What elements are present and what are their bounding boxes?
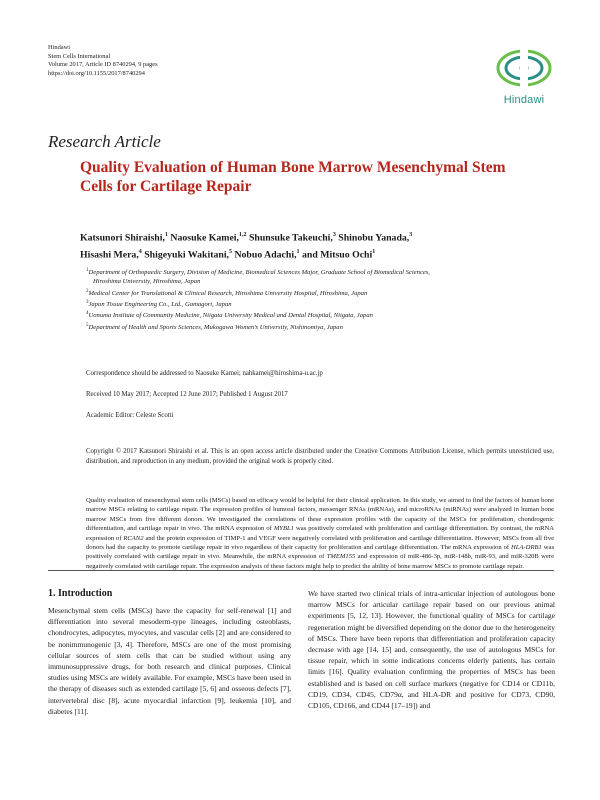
body-paragraph: We have started two clinical trials of intra-articular injection of autologous bone marrow MSCs for articular cartilage repair based on our previous animal experiments [5, 12, 13]. However, the functional quality of MSCs for cartilage regeneration might be diversified depending on the donor due to the heterogeneity of MSCs. There have been reports that differentiation and proliferation capacity decrease with age [14, 15] and, consequently, the use of autologous MSCs for tissue repair, which in some indications concerns elderly patients, has certain limits [16]. Quality evaluation confirming the properties of MSCs has been established and is based on cell surface markers (negative for CD14 or CD11b, CD19, CD34, CD45, CD79α, and HLA-DR and positive for CD73, CD90, CD105, CD166, and CD44 [17–19]) and [308, 589, 555, 711]
author-affil-ref: 1,2 [238, 232, 247, 238]
author-affil-ref: 5 [229, 249, 232, 256]
affiliation-text: Medical Center for Translational & Clinical Research, Hiroshima University Hospital, Hiroshima, Japan [88, 289, 368, 297]
publisher-name: Hindawi [48, 44, 71, 51]
author-list [80, 228, 580, 263]
journal-name: Stem Cells International [48, 52, 111, 60]
affiliation-number: 1 [86, 268, 89, 273]
abstract-text: and expression of miR-486-3p, miR-148b, miR-93, and miR-320B were negatively correlated with cartilage repair. The expression analysis of these factors might help to predict the ability of bone marrow MSCs to promote cartilage repair. [86, 553, 554, 570]
affiliation-item [86, 298, 556, 309]
doi-link[interactable]: https://doi.org/10.1155/2017/8740294 [48, 69, 145, 77]
author-name[interactable]: Shunsuke Takeuchi, [248, 232, 333, 244]
gene-name: RCAN2 [123, 534, 144, 542]
author-affil-ref: 1 [164, 232, 168, 238]
article-type: Research Article [48, 132, 161, 151]
body-column-left [48, 605, 291, 717]
author-name[interactable]: Nobuo Adachi, [234, 249, 297, 261]
abstract [86, 496, 554, 571]
author-name[interactable]: Katsunori Shiraishi, [80, 232, 165, 244]
title-line-2: Cells for Cartilage Repair [80, 178, 252, 195]
author-affil-ref: 1 [296, 249, 300, 256]
author-affil-ref: 3 [409, 232, 413, 238]
affiliation-item [86, 309, 556, 320]
title-line-1: Quality Evaluation of Human Bone Marrow Mesenchymal Stem [80, 159, 506, 176]
author-line-1 [80, 228, 580, 245]
author-name[interactable]: Shigeyuki Wakitani, [144, 249, 229, 261]
volume-info: Volume 2017, Article ID 8740294, 9 pages [48, 61, 158, 69]
abstract-text: was positively correlated with cartilage repair in vivo. Meanwhile, the mRNA expression of [86, 544, 555, 561]
copyright-notice: Copyright © 2017 Katsunori Shiraishi et al. This is an open access article distributed under the Creative Commons Attribution License, which permits unrestricted use, distribution, and reproduction in any medium, provided the original work is properly cited. [86, 448, 554, 465]
affiliation-number: 2 [86, 288, 89, 294]
section-heading-introduction: 1. Introduction [48, 588, 113, 599]
affiliation-number: 5 [86, 322, 89, 328]
affiliation-text: Japan Tissue Engineering Co., Ltd., Gamagori, Japan [88, 301, 232, 309]
section-divider [48, 570, 554, 571]
author-affil-ref: 4 [138, 249, 142, 256]
hindawi-logo [494, 48, 554, 106]
abstract-text: was positively correlated with proliferation and cartilage differentiation. By contrast, the mRNA expression of [86, 525, 554, 542]
logo-wordmark: Hindawi [503, 94, 545, 106]
correspondence-note[interactable]: Correspondence should be addressed to Naosuke Kamei; nahkamei@hiroshima-u.ac.jp [86, 370, 323, 377]
affiliation-item [86, 287, 556, 298]
affiliation-text-cont: Hiroshima University, Hiroshima, Japan [93, 278, 201, 286]
affiliation-text: Uonuma Institute of Community Medicine, Niigata University Medical and Dental Hospital, Niigata, Japan [88, 312, 373, 320]
affiliation-number: 4 [86, 311, 89, 317]
author-name[interactable]: Hisashi Mera, [80, 249, 139, 261]
affiliation-text: Department of Orthopaedic Surgery, Division of Medicine, Biomedical Sciences Major, Graduate School of Biomedical Sciences, [88, 269, 430, 277]
journal-header [48, 44, 158, 78]
affiliation-item [86, 321, 556, 332]
gene-name: MYBL1 [273, 525, 294, 533]
abstract-text: and the protein expression of TIMP-1 and VEGF were negatively correlated with proliferation and cartilage differentiation. However, MSCs from all five donors had the capacity to promote cartilage repair in vivo regardless of their capacity for proliferation and cartilage differentiation. The mRNA expression of [86, 534, 554, 552]
body-paragraph: Mesenchymal stem cells (MSCs) have the capacity for self-renewal [1] and differentiation into several mesoderm-type lineages, including osteoblasts, chondrocytes, adipocytes, myocytes, and vascular cells [2] and are considered to be nonimmunogenic [3, 4]. Therefore, MSCs are one of the most promising cellular sources of stem cells that can be studied without using any immunosuppressive drugs, for both research and clinical purposes. Clinical studies using MSCs are widely available. For example, MSCs have been used in the therapy of diseases such as extended cartilage [5, 6] and osseous defects [7], intervertebral disc [8], acute myocardial infarction [9], leukemia [10], and diabetes [11]. [48, 606, 291, 716]
affiliation-item [86, 266, 556, 287]
publication-dates: Received 10 May 2017; Accepted 12 June 2017; Published 1 August 2017 [86, 391, 288, 398]
body-column-right [308, 588, 555, 711]
affiliation-list [86, 266, 556, 332]
author-affil-ref: 3 [332, 232, 336, 238]
hindawi-logo-icon [494, 48, 554, 88]
article-title [80, 158, 580, 196]
author-name[interactable]: and Mitsuo Ochi [301, 249, 373, 261]
author-line-2 [80, 245, 580, 262]
author-name[interactable]: Naosuke Kamei, [170, 232, 239, 244]
affiliation-text: Department of Health and Sports Sciences, Mukogawa Women’s University, Nishinomiya, Japan [88, 323, 343, 331]
author-name[interactable]: Shinobu Yanada, [338, 232, 410, 244]
academic-editor: Academic Editor: Celeste Scotti [86, 412, 174, 419]
gene-name: HLA-DRB1 [511, 544, 542, 552]
gene-name: TMEM155 [326, 553, 356, 561]
abstract-text: Quality evaluation of mesenchymal stem cells (MSCs) based on efficacy would be helpful for their clinical application. In this study, we aimed to find the factors of human bone marrow MSCs relating to cartilage repair. The expression profiles of humoral factors, messenger RNAs (mRNAs), and microRNAs (miRNAs) were analyzed in human bone marrow MSCs from five different donors. We investigated the correlations of these expression profiles with the capacity of the MSCs for proliferation, chondrogenic differentiation, and cartilage repair in vivo. The mRNA expression of [86, 497, 554, 533]
author-affil-ref: 1 [372, 249, 376, 256]
affiliation-number: 3 [86, 299, 89, 305]
